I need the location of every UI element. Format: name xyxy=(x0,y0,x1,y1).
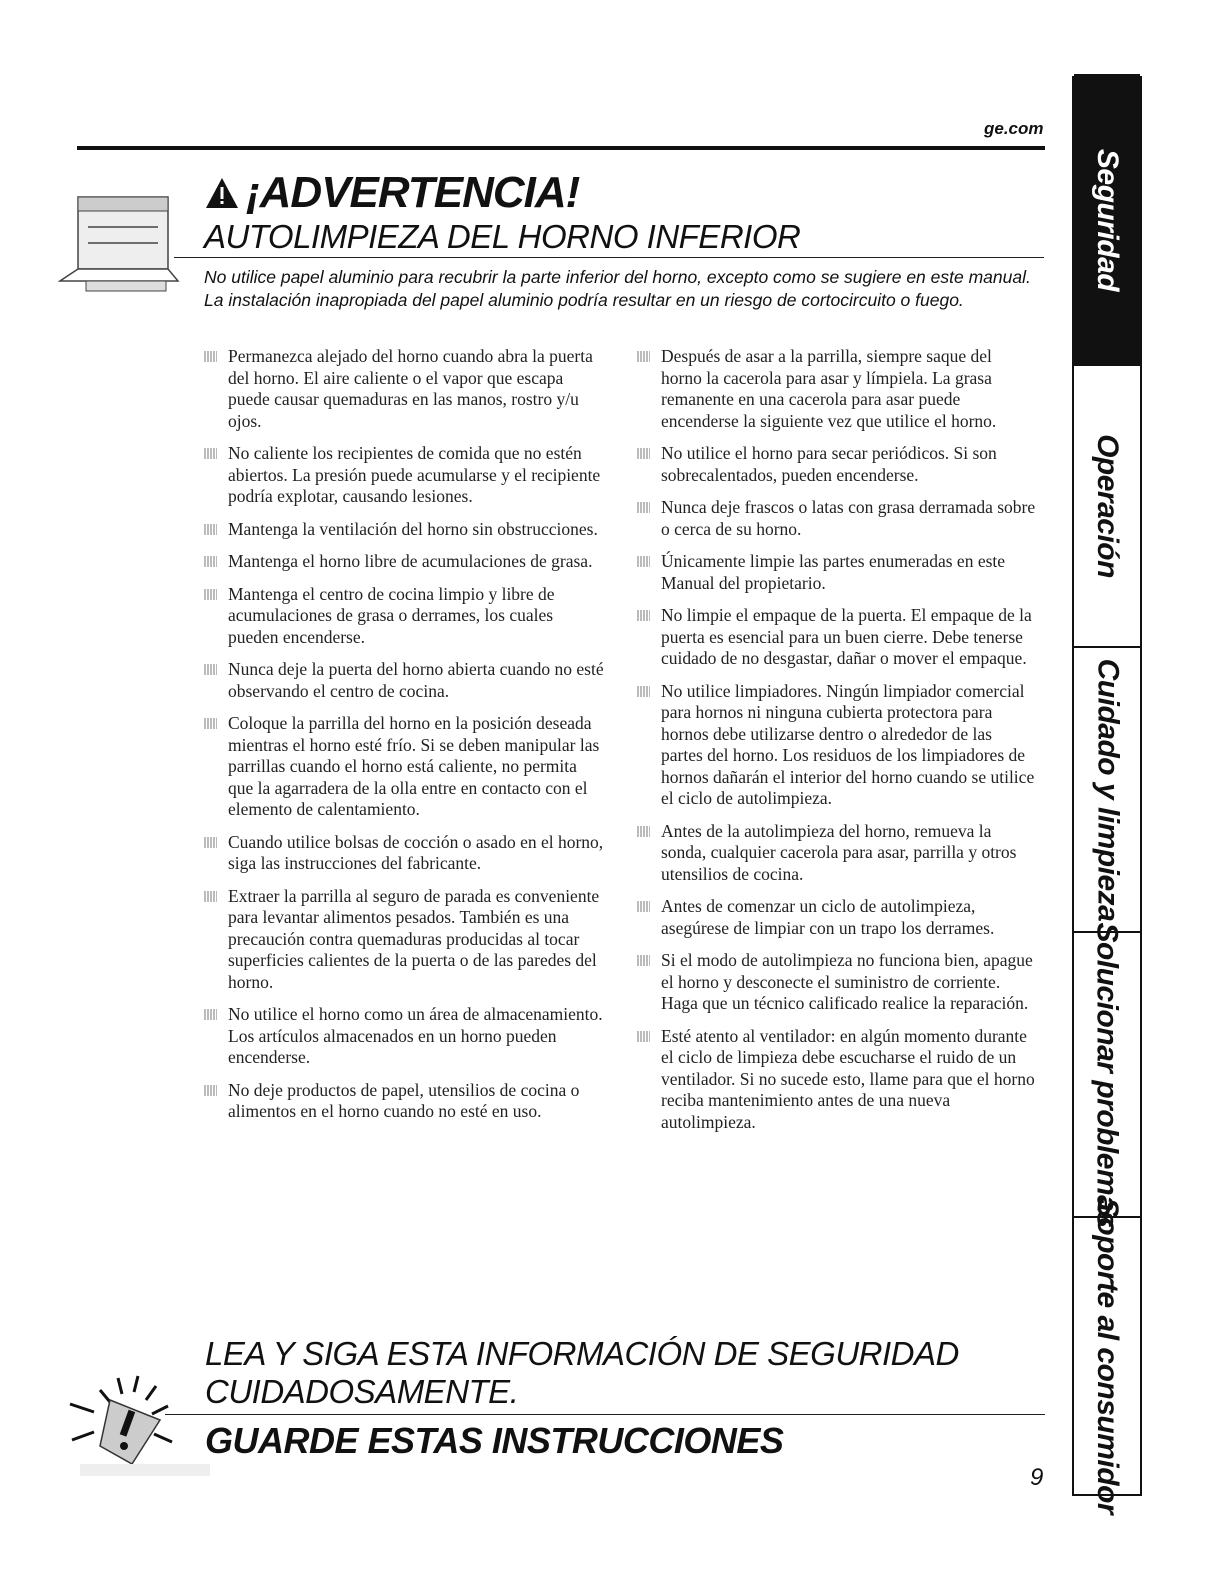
list-item: Mantenga el centro de cocina limpio y libre de acumulaciones de grasa o derrames, los cuales pueden encenderse. xyxy=(204,584,604,649)
tab-label: Solucionar problemas xyxy=(1091,921,1125,1228)
left-column-list xyxy=(204,346,604,1134)
bullet-icon xyxy=(204,837,217,848)
read-follow-line2: CUIDADOSAMENTE. xyxy=(205,1373,519,1410)
list-item: Si el modo de autolimpieza no funciona bien, apague el horno y desconecte el suministro de corriente. Haga que un técnico calificado realice la reparación. xyxy=(637,950,1037,1015)
bullet-icon xyxy=(204,351,217,362)
page-number: 9 xyxy=(1030,1464,1044,1491)
bullet-icon xyxy=(204,556,217,567)
bullet-icon xyxy=(637,686,650,697)
read-follow-notice xyxy=(205,1335,959,1411)
footer-rule xyxy=(165,1414,1045,1415)
list-item: Antes de comenzar un ciclo de autolimpieza, asegúrese de limpiar con un trapo los derrames. xyxy=(637,896,1037,939)
bullet-icon xyxy=(204,1009,217,1020)
bullet-icon xyxy=(204,524,217,535)
warning-triangle-icon xyxy=(204,176,240,210)
bullet-icon xyxy=(204,891,217,902)
list-item: Mantenga la ventilación del horno sin obstrucciones. xyxy=(204,519,604,541)
bullet-icon xyxy=(637,826,650,837)
side-tab-strip xyxy=(1072,76,1142,1515)
bullet-icon xyxy=(637,1031,650,1042)
list-item: Después de asar a la parrilla, siempre saque del horno la cacerola para asar y límpiela. La grasa remanente en una cacerola para asar puede encenderse la siguiente vez que utilice el horno. xyxy=(637,346,1037,432)
bullet-icon xyxy=(637,448,650,459)
list-item: No utilice el horno como un área de almacenamiento. Los artículos almacenados en un horno pueden encenderse. xyxy=(204,1004,604,1069)
warning-intro: No utilice papel aluminio para recubrir la parte inferior del horno, excepto como se sugiere en este manual. La instalación inapropiada del papel aluminio podría resultar en un riesgo de cortocircuito o fuego. xyxy=(204,267,1031,310)
bullet-icon xyxy=(204,448,217,459)
list-item: Nunca deje frascos o latas con grasa derramada sobre o cerca de su horno. xyxy=(637,497,1037,540)
bullet-icon xyxy=(637,502,650,513)
bullet-icon xyxy=(637,351,650,362)
header-rule xyxy=(77,146,1045,150)
tab-solucionar-problemas[interactable] xyxy=(1074,921,1140,1228)
read-follow-line1: LEA Y SIGA ESTA INFORMACIÓN DE SEGURIDAD xyxy=(205,1335,959,1372)
list-item: Cuando utilice bolsas de cocción o asado en el horno, siga las instrucciones del fabricante. xyxy=(204,832,604,875)
bullet-icon xyxy=(204,1085,217,1096)
list-item: No caliente los recipientes de comida que no estén abiertos. La presión puede acumularse y el recipiente podría explotar, causando lesiones. xyxy=(204,443,604,508)
bullet-icon xyxy=(637,556,650,567)
save-instructions-heading: GUARDE ESTAS INSTRUCCIONES xyxy=(205,1420,784,1461)
attention-read-icon xyxy=(60,1360,210,1480)
tab-label: Cuidado y limpieza xyxy=(1091,658,1124,921)
list-item: Coloque la parrilla del horno en la posición deseada mientras el horno esté frío. Si se deben manipular las parrillas cuando el horno está caliente, no permita que la agarradera de la olla entre en contacto con el elemento de calentamiento. xyxy=(204,713,604,821)
list-item: Esté atento al ventilador: en algún momento durante el ciclo de limpieza debe escucharse el ruido de un ventilador. Si no sucede esto, llame para que el horno reciba mantenimiento antes de una nueva autolimpieza. xyxy=(637,1026,1037,1134)
list-item: Únicamente limpie las partes enumeradas en este Manual del propietario. xyxy=(637,551,1037,594)
bullet-icon xyxy=(637,955,650,966)
list-item: Extraer la parrilla al seguro de parada es conveniente para levantar alimentos pesados. También es una precaución contra quemaduras producidas al tocar superficies calientes de la puerta o de las paredes del horno. xyxy=(204,886,604,994)
tab-seguridad[interactable] xyxy=(1074,74,1140,364)
tab-label: Seguridad xyxy=(1091,148,1125,292)
bullet-icon xyxy=(637,901,650,912)
list-item: No utilice el horno para secar periódicos. Si son sobrecalentados, pueden encenderse. xyxy=(637,443,1037,486)
list-item: No utilice limpiadores. Ningún limpiador comercial para hornos ni ninguna cubierta protectora para hornos debe utilizarse dentro o alrededor de las partes del horno. Los residuos de los limpiadores de hornos dañarán el interior del horno cuando se utilice el ciclo de autolimpieza. xyxy=(637,681,1037,810)
subtitle-rule xyxy=(174,257,1044,258)
bullet-icon xyxy=(637,610,650,621)
list-item: Antes de la autolimpieza del horno, remueva la sonda, cualquier cacerola para asar, parrilla y otros utensilios de cocina. xyxy=(637,821,1037,886)
site-url: ge.com xyxy=(984,119,1044,138)
list-item: No limpie el empaque de la puerta. El empaque de la puerta es esencial para un buen cierre. Debe tenerse cuidado de no desgastar, dañar o mover el empaque. xyxy=(637,605,1037,670)
tab-label: Operación xyxy=(1091,434,1124,578)
bullet-icon xyxy=(204,718,217,729)
tab-label: Soporte al consumidor xyxy=(1091,1197,1124,1515)
tab-cuidado-limpieza[interactable] xyxy=(1074,646,1140,931)
list-item: Nunca deje la puerta del horno abierta cuando no esté observando el centro de cocina. xyxy=(204,659,604,702)
tab-operacion[interactable] xyxy=(1074,364,1140,646)
bullet-icon xyxy=(204,664,217,675)
tab-soporte-consumidor[interactable] xyxy=(1074,1197,1140,1515)
right-column-list xyxy=(637,346,1037,1144)
warning-title: ¡ADVERTENCIA! xyxy=(246,168,580,217)
list-item: No deje productos de papel, utensilios de cocina o alimentos en el horno cuando no esté en uso. xyxy=(204,1080,604,1123)
warning-heading xyxy=(204,168,579,218)
list-item: Mantenga el horno libre de acumulaciones de grasa. xyxy=(204,551,604,573)
warning-subtitle: AUTOLIMPIEZA DEL HORNO INFERIOR xyxy=(204,218,801,255)
list-item: Permanezca alejado del horno cuando abra la puerta del horno. El aire caliente o el vapor que escapa puede causar quemaduras en las manos, rostro y/u ojos. xyxy=(204,346,604,432)
bullet-icon xyxy=(204,589,217,600)
oven-illustration xyxy=(58,185,183,295)
